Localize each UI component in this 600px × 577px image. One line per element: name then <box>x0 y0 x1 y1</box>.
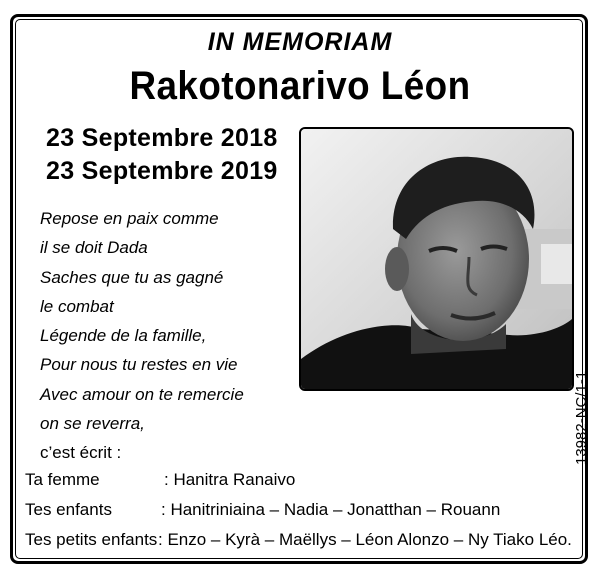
poem-line: Légende de la famille, <box>40 326 207 346</box>
poem-line: Avec amour on te remercie <box>40 384 244 404</box>
poem-line: c’est écrit : <box>40 443 122 463</box>
poem-line: le combat <box>40 296 114 316</box>
poem-line: Pour nous tu restes en vie <box>40 355 238 375</box>
poem-text <box>40 204 244 468</box>
poem-line: Repose en paix comme <box>40 209 219 228</box>
notice-heading: IN MEMORIAM <box>207 28 393 56</box>
date-first: 23 Septembre 2018 <box>46 124 278 152</box>
date-second: 23 Septembre 2019 <box>46 157 278 185</box>
family-value: : Hanitra Ranaivo <box>164 470 296 489</box>
family-label: Tes petits enfants <box>25 530 158 549</box>
reference-code: 13982-NC/1-1 <box>573 370 590 465</box>
family-label: Tes enfants <box>25 500 112 519</box>
portrait-illustration <box>301 129 572 389</box>
family-value: : Hanitriniaina – Nadia – Jonatthan – Rouann <box>161 500 501 519</box>
family-value: : Enzo – Kyrà – Maëllys – Léon Alonzo – Ny Tiako Léo. <box>158 530 572 549</box>
poem-line: Saches que tu as gagné <box>40 267 224 287</box>
deceased-name: Rakotonarivo Léon <box>129 64 471 108</box>
portrait-photo <box>299 127 574 391</box>
poem-line: on se reverra, <box>40 414 145 434</box>
family-label: Ta femme <box>25 470 100 489</box>
poem-line: il se doit Dada <box>40 238 148 258</box>
